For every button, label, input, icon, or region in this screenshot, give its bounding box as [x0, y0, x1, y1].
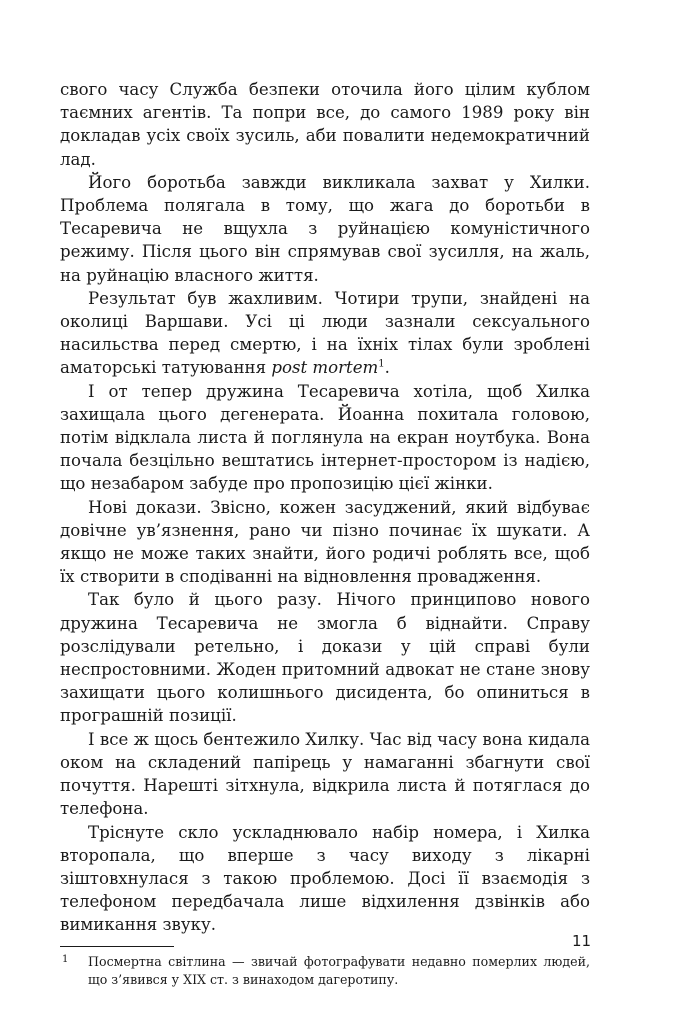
footnote — [60, 953, 590, 989]
paragraph-text: . — [384, 358, 390, 378]
paragraph: І все ж щось бентежило Хилку. Час від часу вона кидала оком на складений папірець у намаганні збагнути свої почуття. Нарешті зітхнула, відкрила листа й потяглася до телефона. — [60, 729, 590, 819]
italic-phrase: post mortem — [271, 358, 379, 378]
page-number: 11 — [572, 932, 592, 950]
body-text — [60, 78, 590, 937]
footnote-reference[interactable]: 1 — [378, 358, 385, 370]
footnote-text: Посмертна світлина — звичай фотографувати недавно померлих людей, що з’явився у XIX ст. з винаходом дагеротипу. — [88, 953, 590, 987]
paragraph: Так було й цього разу. Нічого принципово нового дружина Тесаревича не змогла б віднайти. Справу розслідували ретельно, і докази у цій справі були неспростовними. Жоден притомний адвокат не стане знову захищати цього колишнього дисидента, бо опиниться в програшній позиції. — [60, 590, 590, 726]
paragraph: І от тепер дружина Тесаревича хотіла, щоб Хилка захищала цього дегенерата. Йоанна похитала головою, потім відклала листа й поглянула на екран ноутбука. Вона почала безцільно вештатись інтернет-простором із надією, що незабаром забуде про пропозицію цієї жінки. — [60, 381, 590, 494]
paragraph: Його боротьба завжди викликала захват у Хилки. Проблема полягала в тому, що жага до боротьби в Тесаревича не вщухла з руйнацією комуністичного режиму. Після цього він спрямував свої зусилля, на жаль, на руйнацію власного життя. — [60, 172, 590, 285]
footnote-mark: 1 — [62, 953, 69, 965]
page-content — [60, 78, 590, 989]
paragraph-text: Результат був жахливим. Чотири трупи, знайдені на околиці Варшави. Усі ці люди зазнали сексуального насильства перед смертю, і на їхніх тілах були зроблені аматорські татуювання — [60, 288, 590, 378]
paragraph: свого часу Служба безпеки оточила його цілим кублом таємних агентів. Та попри все, до самого 1989 року він докладав усіх своїх зусиль, аби повалити недемократичний лад. — [60, 80, 590, 169]
paragraph — [60, 287, 590, 380]
paragraph: Тріснуте скло ускладнювало набір номера, і Хилка второпала, що вперше з часу виходу з лікарні зіштовхнулася з такою проблемою. Досі її взаємодія з телефоном передбачала лише відхилення дзвінків або вимикання звуку. — [60, 822, 590, 935]
paragraph: Нові докази. Звісно, кожен засуджений, який відбуває довічне ув’язнення, рано чи пізно починає їх шукати. А якщо не може таких знайти, його родичі роблять все, щоб їх створити в сподіванні на відновлення провадження. — [60, 497, 590, 587]
footnote-divider — [60, 946, 174, 947]
